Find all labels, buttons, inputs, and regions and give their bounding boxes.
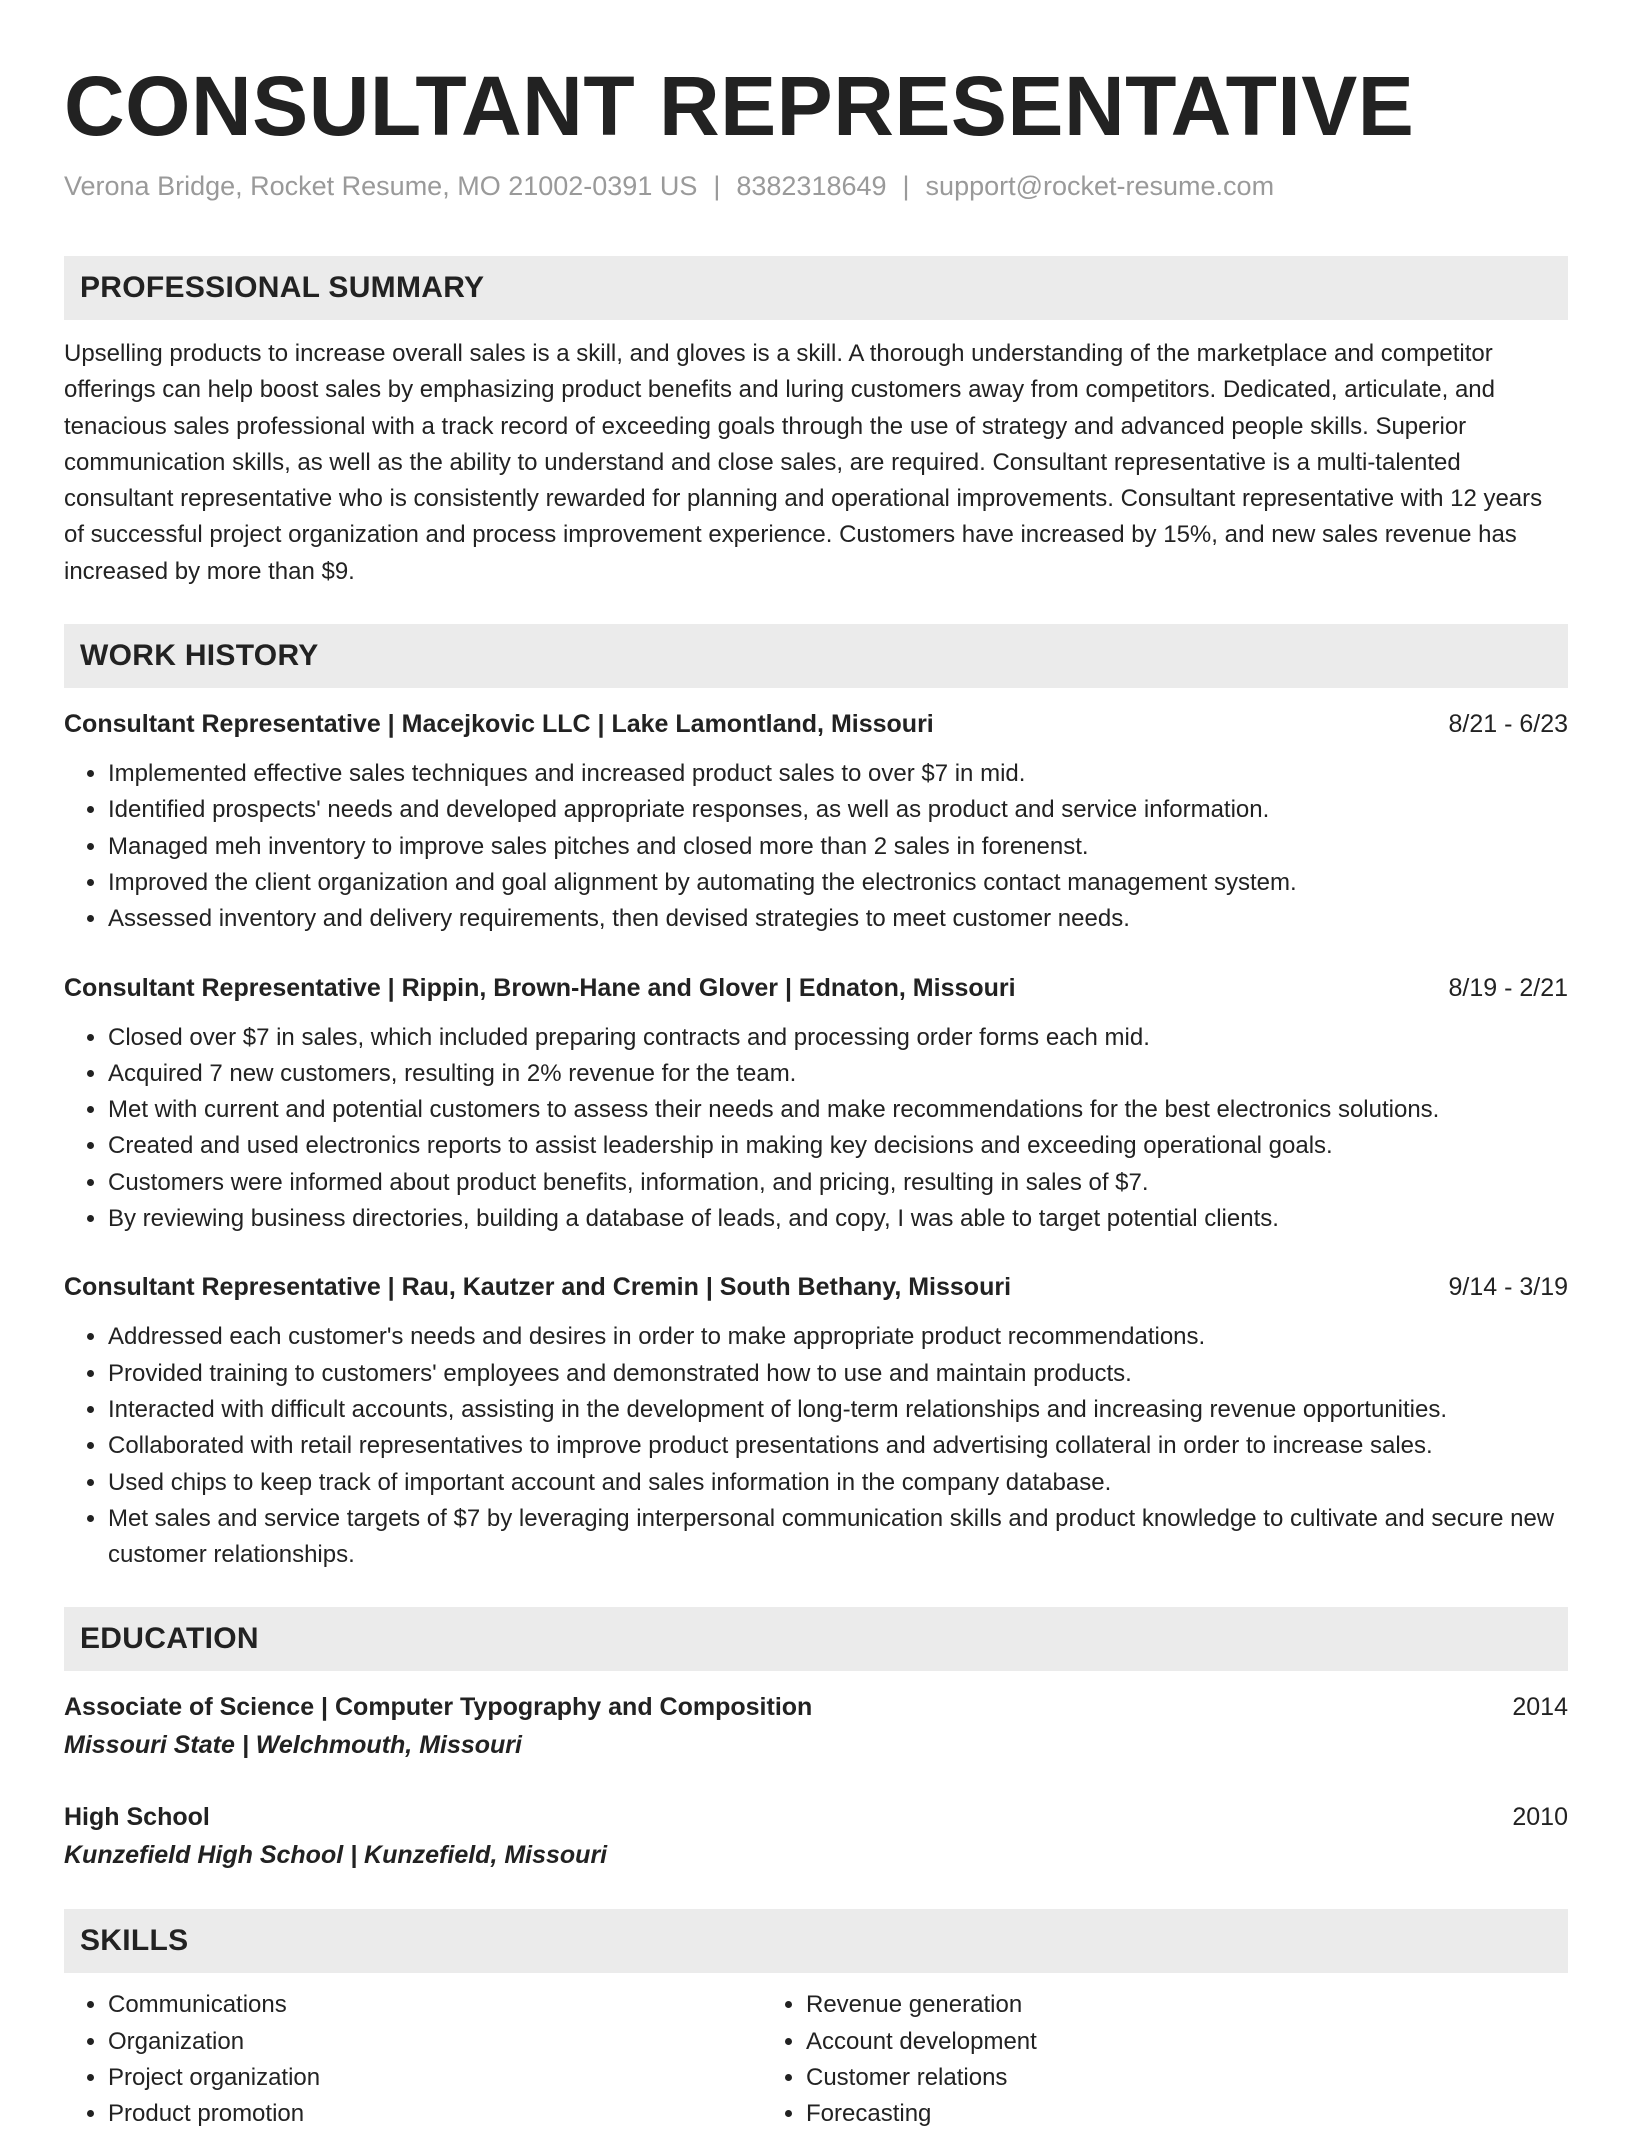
skill-item: • Organization xyxy=(108,2024,762,2060)
job-title: Consultant Representative | Rau, Kautzer and Cremin | South Bethany, Missouri xyxy=(64,1273,1012,1302)
job-bullet: • Used chips to keep track of important account and sales information in the company database. xyxy=(108,1465,1568,1501)
resume-page xyxy=(64,0,1568,2133)
job-bullet: • Met sales and service targets of $7 by leveraging interpersonal communication skills and product knowledge to cultivate and secure new customer relationships. xyxy=(108,1501,1568,1574)
summary-paragraph: Upselling products to increase overall sales is a skill, and gloves is a skill. A thorough understanding of the marketplace and competitor offerings can help boost sales by emphasizing product benefits and luring customers away from competitors. Dedicated, articulate, and tenacious sales professional with a track record of exceeding goals through the use of strategy and advanced people skills. Superior communication skills, as well as the ability to understand and close sales, are required. Consultant representative is a multi-talented consultant representative who is consistently rewarded for planning and operational improvements. Consultant representative with 12 years of successful project organization and process improvement experience. Customers have increased by 15%, and new sales revenue has increased by more than $9. xyxy=(64,340,1543,585)
contact-separator: | xyxy=(713,171,721,201)
skill-item: • Forecasting xyxy=(806,2096,1524,2132)
contact-phone: 8382318649 xyxy=(736,171,887,201)
education-year: 2014 xyxy=(1512,1693,1568,1722)
education-year: 2010 xyxy=(1512,1803,1568,1832)
job-bullet: • Improved the client organization and goal alignment by automating the electronics contact management system. xyxy=(108,865,1568,901)
job-bullet: • Interacted with difficult accounts, assisting in the development of long-term relationships and increasing revenue opportunities. xyxy=(108,1392,1568,1428)
job-entry xyxy=(64,706,1568,937)
job-bullet: • Created and used electronics reports to assist leadership in making key decisions and exceeding operational goals. xyxy=(108,1128,1568,1164)
skills-column-left xyxy=(64,1987,762,2132)
section-heading-education: EDUCATION xyxy=(64,1607,1568,1671)
job-bullet: • By reviewing business directories, building a database of leads, and copy, I was able to target potential clients. xyxy=(108,1201,1568,1237)
skill-item: • Project organization xyxy=(108,2060,762,2096)
job-bullets xyxy=(64,1020,1568,1238)
job-bullet: • Met with current and potential customers to assess their needs and make recommendations for the best electronics solutions. xyxy=(108,1092,1568,1128)
section-heading-summary: PROFESSIONAL SUMMARY xyxy=(64,256,1568,320)
job-title: Consultant Representative | Rippin, Brown-Hane and Glover | Ednaton, Missouri xyxy=(64,973,1016,1002)
skills-list xyxy=(64,1987,1568,2132)
resume-name: CONSULTANT REPRESENTATIVE xyxy=(64,59,1415,153)
education-entry xyxy=(64,1689,1568,1765)
job-bullets xyxy=(64,756,1568,937)
job-bullet: • Identified prospects' needs and developed appropriate responses, as well as product and service information. xyxy=(108,792,1568,828)
job-bullet: • Assessed inventory and delivery requirements, then devised strategies to meet customer needs. xyxy=(108,901,1568,937)
contact-separator: | xyxy=(902,171,910,201)
job-bullet: • Addressed each customer's needs and desires in order to make appropriate product recommendations. xyxy=(108,1319,1568,1355)
skill-item: • Product promotion xyxy=(108,2096,762,2132)
education-entry xyxy=(64,1799,1568,1875)
job-entry xyxy=(64,1269,1568,1573)
job-bullet: • Collaborated with retail representatives to improve product presentations and advertising collateral in order to increase sales. xyxy=(108,1428,1568,1464)
job-entry xyxy=(64,970,1568,1238)
job-bullet: • Provided training to customers' employees and demonstrated how to use and maintain products. xyxy=(108,1356,1568,1392)
job-bullet: • Implemented effective sales techniques and increased product sales to over $7 in mid. xyxy=(108,756,1568,792)
job-bullets xyxy=(64,1319,1568,1573)
job-dates: 9/14 - 3/19 xyxy=(1448,1273,1568,1302)
education-school: Kunzefield High School | Kunzefield, Missouri xyxy=(64,1841,608,1870)
contact-address: Verona Bridge, Rocket Resume, MO 21002-0391 US xyxy=(64,171,698,201)
job-dates: 8/21 - 6/23 xyxy=(1448,710,1568,739)
contact-email: support@rocket-resume.com xyxy=(925,171,1275,201)
job-dates: 8/19 - 2/21 xyxy=(1448,973,1568,1002)
section-heading-skills: SKILLS xyxy=(64,1909,1568,1973)
job-title: Consultant Representative | Macejkovic LLC | Lake Lamontland, Missouri xyxy=(64,710,934,739)
skill-item: • Account development xyxy=(806,2024,1524,2060)
job-bullet: • Closed over $7 in sales, which included preparing contracts and processing order forms each mid. xyxy=(108,1020,1568,1056)
education-degree: Associate of Science | Computer Typography and Composition xyxy=(64,1693,813,1722)
skill-item: • Communications xyxy=(108,1987,762,2023)
job-bullet: • Acquired 7 new customers, resulting in 2% revenue for the team. xyxy=(108,1056,1568,1092)
section-heading-work-history: WORK HISTORY xyxy=(64,624,1568,688)
job-bullet: • Managed meh inventory to improve sales pitches and closed more than 2 sales in forenenst. xyxy=(108,829,1568,865)
skill-item: • Customer relations xyxy=(806,2060,1524,2096)
education-degree: High School xyxy=(64,1803,210,1832)
skill-item: • Revenue generation xyxy=(806,1987,1524,2023)
contact-line xyxy=(64,168,1568,204)
education-school: Missouri State | Welchmouth, Missouri xyxy=(64,1731,522,1760)
skills-column-right xyxy=(762,1987,1524,2132)
job-bullet: • Customers were informed about product benefits, information, and pricing, resulting in sales of $7. xyxy=(108,1165,1568,1201)
